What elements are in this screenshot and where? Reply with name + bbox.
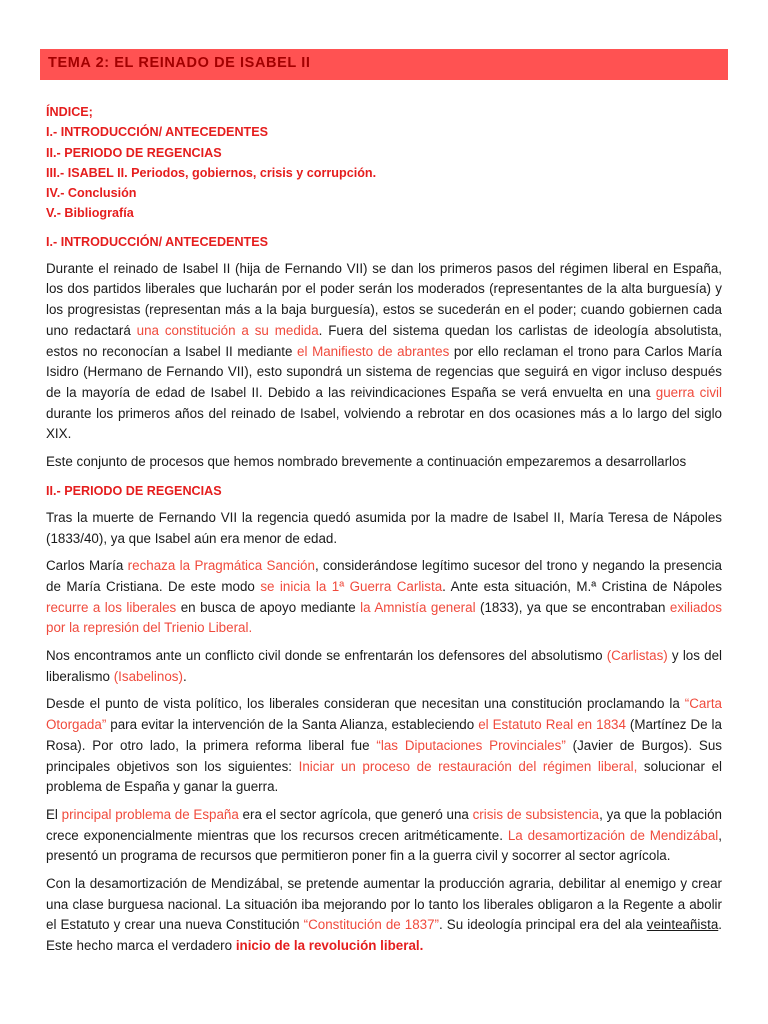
index-heading: ÍNDICE; [46,105,93,119]
paragraph-conflicto: Nos encontramos ante un conflicto civil donde se enfrentarán los defensores del absolutismo (Carlistas) y los del liberalismo (Isabelinos). [46,648,723,684]
paragraph-regencia: Tras la muerte de Fernando VII la regencia quedó asumida por la madre de Isabel II, María Teresa de Nápoles (1833/40), ya que Isabel aún era menor de edad. [46,509,722,546]
highlight-text: Iniciar un proceso de restauración del régimen liberal, [298,758,638,774]
section-heading-regencias: II.- PERIODO DE REGENCIAS [46,483,222,498]
index-item: I.- INTRODUCCIÓN/ ANTECEDENTES [46,125,269,140]
highlight-text: “Carta Otorgada” [46,696,722,733]
highlight-text: La desamortización de Mendizábal [507,827,719,843]
paragraph-summary: Este conjunto de procesos que hemos nombrado brevemente a continuación empezaremos a desarrollarlos [46,454,687,470]
index-item: IV.- Conclusión [46,186,137,201]
highlight-text: el Estatuto Real en 1834 [478,717,626,733]
highlight-text: exiliados por la represión del Trienio Liberal. [46,599,722,636]
highlight-text: crisis de subsistencia [472,806,600,822]
highlight-text: el Manifiesto de abrantes [297,343,450,359]
highlight-text: rechaza la Pragmática Sanción [127,558,315,574]
index-item: II.- PERIODO DE REGENCIAS [46,145,222,160]
paragraph-problema-agricola: El principal problema de España era el sector agrícola, que generó una crisis de subsistencia, ya que la población crece exponencialmente mientras que los recursos crecen aritméticamente. La desamortización de Mendizábal, presentó un programa de recursos que permitieron poner fin a la guerra civil y socorrer al sector agrícola. [46,806,722,864]
paragraph-politico: Desde el punto de vista político, los liberales consideran que necesitan una constitución proclamando la “Carta Otorgada” para evitar la intervención de la Santa Alianza, estableciendo el Estatuto Real en 1834 (Martínez De la Rosa). Por otro lado, la primera reforma liberal fue “las Diputaciones Provinciales” (Javier de Burgos). Sus principales objetivos son los siguientes: Iniciar un proceso de restauración del régimen liberal, solucionar el problema de España y ganar la guerra. [46,696,722,795]
highlight-text: recurre a los liberales [46,599,177,615]
underlined-text: veinteañista [646,917,719,933]
highlight-text: se inicia la 1ª Guerra Carlista [260,578,443,594]
highlight-text: una constitución a su medida [136,322,319,338]
paragraph-carlos-maria: Carlos María rechaza la Pragmática Sanción, considerándose legítimo sucesor del trono y negando la presencia de María Cristiana. De este modo se inicia la 1ª Guerra Carlista. Ante esta situación, M.ª Cristina de Nápoles recurre a los liberales en busca de apoyo mediante la Amnistía general (1833), ya que se encontraban exiliados por la represión del Trienio Liberal. [46,558,722,636]
document-title: TEMA 2: EL REINADO DE ISABEL II [40,49,728,80]
document-body [46,102,722,957]
highlight-text: guerra civil [655,385,722,400]
highlight-text: principal problema de España [61,806,239,822]
highlight-text: (Carlistas) [606,648,668,664]
section-heading-introduccion: I.- INTRODUCCIÓN/ ANTECEDENTES [46,234,269,249]
highlight-text: inicio de la revolución liberal. [235,938,424,954]
highlight-text: “Constitución de 1837” [303,917,440,933]
paragraph-intro: Durante el reinado de Isabel II (hija de Fernando VII) se dan los primeros pasos del régimen liberal en España, los dos partidos liberales que lucharán por el poder serán los moderados (representantes de la alta burguesía) y los progresistas (representan más a la baja burguesía), estos se sucederán en el poder; cuando gobiernen cada uno redactará una constitución a su medida. Fuera del sistema quedan los carlistas de ideología absolutista, estos no reconocían a Isabel II mediante el Manifiesto de abrantes por ello reclaman el trono para Carlos María Isidro (Hermano de Fernando VII), esto supondrá un sistema de regencias que seguirá en vigor incluso después de la mayoría de edad de Isabel II. Debido a las reivindicaciones España se verá envuelta en una guerra civil durante los primeros años del reinado de Isabel, volviendo a rebrotar en dos ocasiones más a lo largo del siglo XIX. [46,260,723,442]
highlight-text: “las Diputaciones Provinciales” [376,737,566,753]
index-item: III.- ISABEL II. Periodos, gobiernos, crisis y corrupción. [46,165,377,180]
highlight-text: la Amnistía general [360,599,476,615]
paragraph-desamortizacion: Con la desamortización de Mendizábal, se pretende aumentar la producción agraria, debilitar al enemigo y crear una clase burguesa nacional. La situación iba mejorando por lo tanto los liberales obligaron a la Regente a abolir el Estatuto y crear una nueva Constitución “Constitución de 1837”. Su ideología principal era del ala veinteañista. Este hecho marca el verdadero inicio de la revolución liberal. [46,876,722,954]
index-item: V.- Bibliografía [46,206,134,221]
highlight-text: (Isabelinos) [113,668,183,684]
